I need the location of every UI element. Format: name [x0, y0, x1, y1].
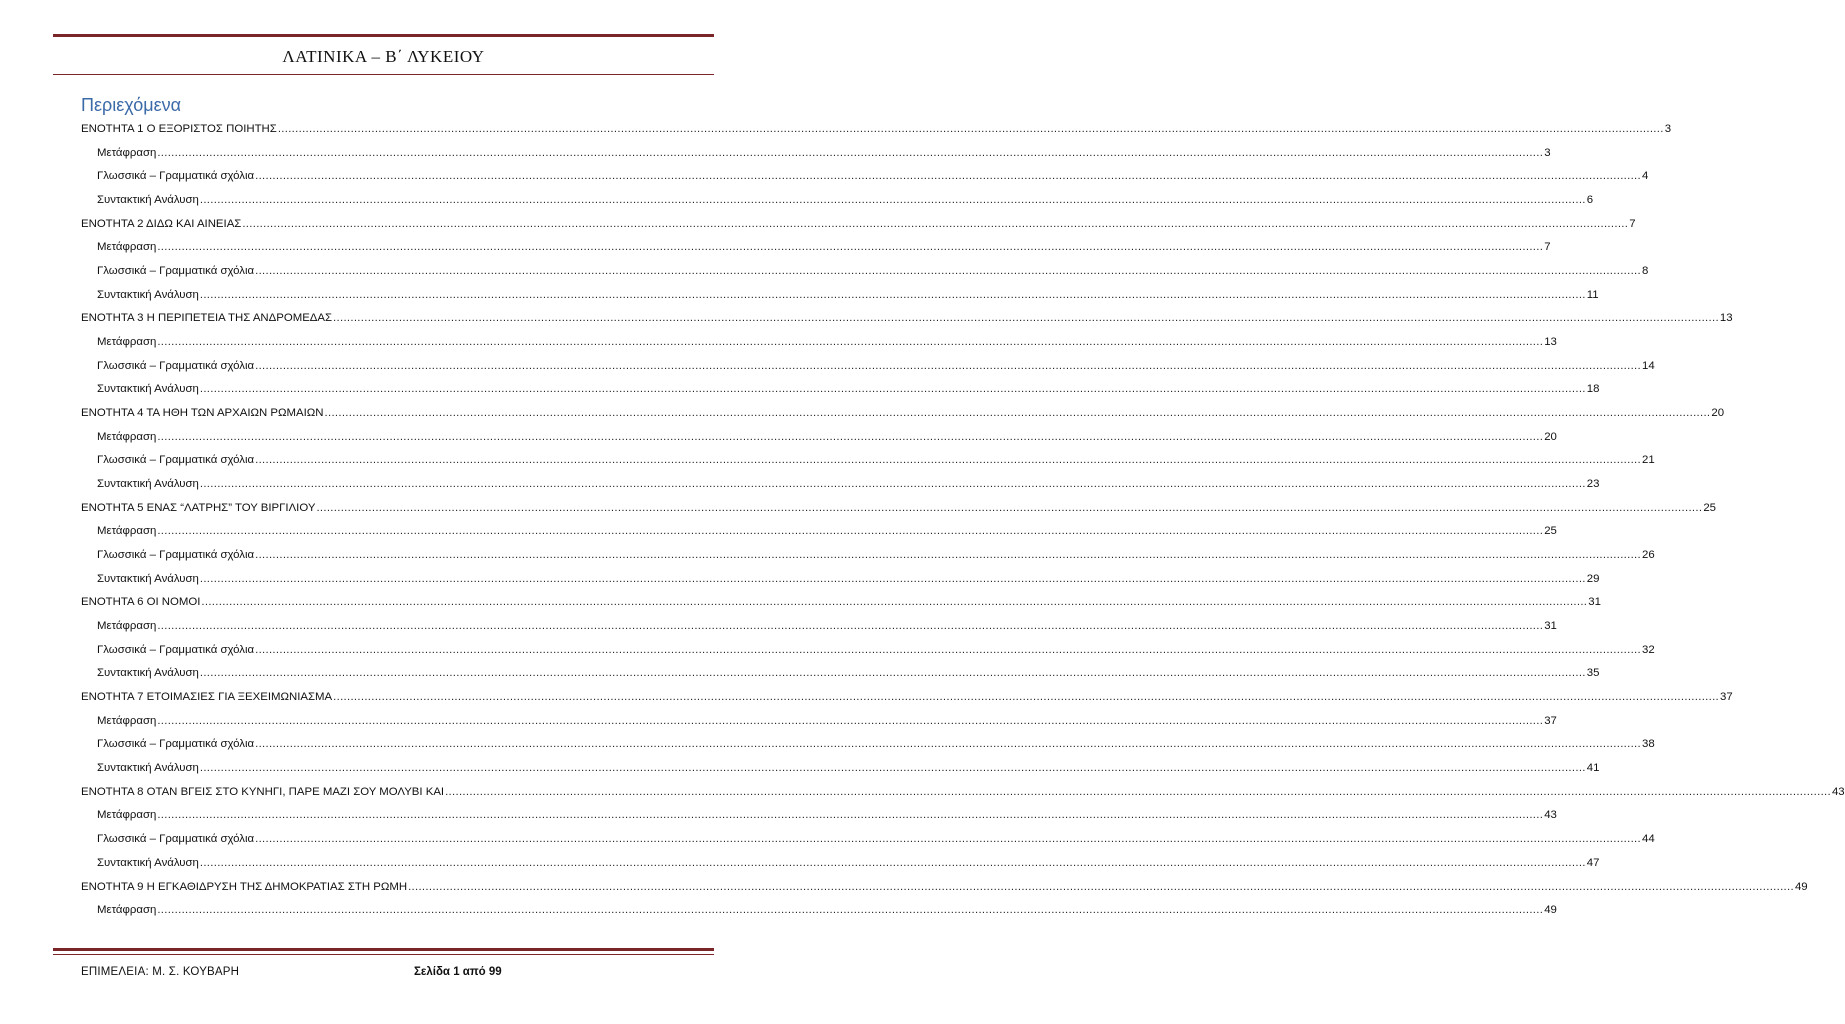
footer-page-number: Σελίδα 1 από 99	[414, 966, 502, 978]
toc-entry-page: 47	[1586, 856, 1600, 869]
toc-entry-page: 25	[1703, 501, 1716, 514]
toc-dot-leader: ................................................................................................................................................................................................................................................................................................................................................................................................................	[324, 407, 1711, 420]
toc-heading: Περιεχόμενα	[81, 95, 182, 115]
toc-dot-leader: ................................................................................................................................................................................................................................................................................................................................................................................................................	[157, 336, 1544, 349]
toc-entry-title: Συντακτική Ανάλυση	[97, 194, 199, 207]
toc-subentry[interactable]	[81, 236, 1551, 260]
toc-dot-leader: ................................................................................................................................................................................................................................................................................................................................................................................................................	[255, 170, 1641, 183]
toc-dot-leader: ................................................................................................................................................................................................................................................................................................................................................................................................................	[333, 312, 1719, 325]
toc-entry-page: 38	[1641, 738, 1655, 751]
toc-entry-title: Μετάφραση	[97, 430, 157, 443]
toc-entry-page: 29	[1586, 572, 1600, 585]
toc-dot-leader: ................................................................................................................................................................................................................................................................................................................................................................................................................	[199, 856, 1586, 869]
toc-dot-leader: ................................................................................................................................................................................................................................................................................................................................................................................................................	[157, 620, 1544, 633]
toc-subentry[interactable]	[81, 378, 1600, 402]
toc-entry-page: 11	[1586, 288, 1599, 301]
toc-subentry[interactable]	[81, 804, 1557, 828]
footer-rule-thick	[53, 948, 714, 951]
toc-entry-title: Γλωσσικά – Γραμματικά σχόλια	[97, 359, 255, 372]
toc-entry-title: ΕΝΟΤΗΤΑ 7 ΕΤΟΙΜΑΣΙΕΣ ΓΙΑ ΞΕΧΕΙΜΩΝΙΑΣΜΑ	[81, 691, 333, 704]
toc-entry-title: Γλωσσικά – Γραμματικά σχόλια	[97, 170, 255, 183]
toc-entry-page: 3	[1664, 123, 1672, 135]
toc-entry-title: Γλωσσικά – Γραμματικά σχόλια	[97, 265, 255, 278]
toc-entry-title: Μετάφραση	[97, 336, 157, 349]
toc-subentry[interactable]	[81, 757, 1600, 781]
toc-dot-leader: ................................................................................................................................................................................................................................................................................................................................................................................................................	[445, 785, 1831, 798]
toc-entry[interactable]	[81, 213, 1636, 237]
toc-subentry[interactable]	[81, 449, 1655, 473]
toc-entry-title: ΕΝΟΤΗΤΑ 8 ΟΤΑΝ ΒΓΕΙΣ ΣΤΟ ΚΥΝΗΓΙ, ΠΑΡΕ ΜΑΖΙ ΣΟΥ ΜΟΛΥΒΙ ΚΑΙ	[81, 785, 445, 798]
toc-subentry[interactable]	[81, 165, 1649, 189]
toc-dot-leader: ................................................................................................................................................................................................................................................................................................................................................................................................................	[199, 667, 1586, 680]
toc-subentry[interactable]	[81, 710, 1557, 734]
toc-entry-page: 37	[1544, 714, 1557, 727]
toc-entry-page: 35	[1586, 667, 1600, 680]
toc-entry-title: ΕΝΟΤΗΤΑ 5 ΕΝΑΣ “ΛΑΤΡΗΣ” ΤΟΥ ΒΙΡΓΙΛΙΟΥ	[81, 501, 316, 514]
toc-entry-page: 20	[1711, 407, 1725, 420]
toc-entry-page: 41	[1586, 762, 1600, 775]
footer-editor: ΕΠΙΜΕΛΕΙΑ: Μ. Σ. ΚΟΥΒΑΡΗ	[81, 966, 240, 978]
document-title: ΛΑΤΙΝΙΚΑ – Β΄ ΛΥΚΕΙΟΥ	[282, 47, 485, 66]
toc-subentry[interactable]	[81, 568, 1600, 592]
toc-entry-page: 3	[1544, 146, 1551, 159]
toc-dot-leader: ................................................................................................................................................................................................................................................................................................................................................................................................................	[199, 762, 1586, 775]
toc-subentry[interactable]	[81, 284, 1599, 308]
toc-entry-page: 31	[1588, 596, 1601, 609]
toc-dot-leader: ................................................................................................................................................................................................................................................................................................................................................................................................................	[201, 596, 1588, 609]
toc-dot-leader: ................................................................................................................................................................................................................................................................................................................................................................................................................	[157, 241, 1544, 254]
toc-subentry[interactable]	[81, 355, 1655, 379]
toc-dot-leader: ................................................................................................................................................................................................................................................................................................................................................................................................................	[333, 691, 1720, 704]
toc-entry-page: 7	[1629, 217, 1636, 230]
toc-entry-page: 37	[1720, 691, 1733, 704]
toc-dot-leader: ................................................................................................................................................................................................................................................................................................................................................................................................................	[157, 525, 1544, 538]
toc-dot-leader: ................................................................................................................................................................................................................................................................................................................................................................................................................	[199, 194, 1586, 207]
toc-entry-page: 44	[1641, 833, 1655, 846]
toc-dot-leader: ................................................................................................................................................................................................................................................................................................................................................................................................................	[255, 359, 1641, 372]
toc-subentry[interactable]	[81, 142, 1551, 166]
toc-entry-title: Μετάφραση	[97, 714, 157, 727]
toc-entry[interactable]	[81, 402, 1725, 426]
toc-subentry[interactable]	[81, 662, 1600, 686]
toc-subentry[interactable]	[81, 544, 1655, 568]
toc-dot-leader: ................................................................................................................................................................................................................................................................................................................................................................................................................	[408, 880, 1794, 893]
toc-entry-page: 13	[1544, 336, 1557, 349]
toc-entry-title: ΕΝΟΤΗΤΑ 4 ΤΑ ΗΘΗ ΤΩΝ ΑΡΧΑΙΩΝ ΡΩΜΑΙΩΝ	[81, 407, 324, 420]
toc-dot-leader: ................................................................................................................................................................................................................................................................................................................................................................................................................	[255, 265, 1641, 278]
toc-entry-page: 14	[1641, 359, 1655, 372]
toc-entry-title: Συντακτική Ανάλυση	[97, 383, 199, 396]
toc-dot-leader: ................................................................................................................................................................................................................................................................................................................................................................................................................	[199, 572, 1586, 585]
toc-entry[interactable]	[81, 591, 1601, 615]
toc-subentry[interactable]	[81, 615, 1557, 639]
toc-subentry[interactable]	[81, 520, 1557, 544]
toc-entry-title: Γλωσσικά – Γραμματικά σχόλια	[97, 454, 255, 467]
toc-subentry[interactable]	[81, 260, 1649, 284]
toc-entry-title: Γλωσσικά – Γραμματικά σχόλια	[97, 738, 255, 751]
toc-subentry[interactable]	[81, 733, 1655, 757]
toc-subentry[interactable]	[81, 426, 1557, 450]
toc-entry-title: Γλωσσικά – Γραμματικά σχόλια	[97, 643, 255, 656]
toc-dot-leader: ................................................................................................................................................................................................................................................................................................................................................................................................................	[199, 288, 1586, 301]
toc-entry-title: ΕΝΟΤΗΤΑ 9 Η ΕΓΚΑΘΙΔΡΥΣΗ ΤΗΣ ΔΗΜΟΚΡΑΤΙΑΣ ΣΤΗ ΡΩΜΗ	[81, 880, 408, 893]
header-rule-top	[53, 34, 714, 37]
toc-entry-page: 25	[1544, 525, 1557, 538]
toc-entry-page: 7	[1544, 241, 1551, 254]
toc-entry-title: ΕΝΟΤΗΤΑ 6 ΟΙ ΝΟΜΟΙ	[81, 596, 201, 609]
table-of-contents	[81, 118, 1845, 923]
toc-entry[interactable]	[81, 118, 1672, 142]
toc-entry-page: 18	[1586, 383, 1600, 396]
toc-dot-leader: ................................................................................................................................................................................................................................................................................................................................................................................................................	[255, 549, 1641, 562]
toc-entry-title: Γλωσσικά – Γραμματικά σχόλια	[97, 549, 255, 562]
toc-entry-title: Συντακτική Ανάλυση	[97, 478, 199, 491]
toc-dot-leader: ................................................................................................................................................................................................................................................................................................................................................................................................................	[157, 430, 1544, 443]
toc-subentry[interactable]	[81, 852, 1600, 876]
toc-entry[interactable]	[81, 497, 1716, 521]
toc-entry-page: 20	[1544, 430, 1557, 443]
toc-entry-title: Μετάφραση	[97, 620, 157, 633]
toc-dot-leader: ................................................................................................................................................................................................................................................................................................................................................................................................................	[199, 478, 1586, 491]
toc-entry-page: 32	[1641, 643, 1655, 656]
toc-entry-title: ΕΝΟΤΗΤΑ 3 Η ΠΕΡΙΠΕΤΕΙΑ ΤΗΣ ΑΝΔΡΟΜΕΔΑΣ	[81, 312, 333, 325]
toc-entry-page: 23	[1586, 478, 1600, 491]
toc-dot-leader: ................................................................................................................................................................................................................................................................................................................................................................................................................	[157, 809, 1544, 822]
toc-entry-page: 49	[1544, 904, 1557, 917]
toc-dot-leader: ................................................................................................................................................................................................................................................................................................................................................................................................................	[255, 738, 1641, 751]
toc-dot-leader: ................................................................................................................................................................................................................................................................................................................................................................................................................	[157, 146, 1544, 159]
toc-entry-page: 43	[1831, 785, 1845, 798]
toc-entry-title: Συντακτική Ανάλυση	[97, 667, 199, 680]
toc-dot-leader: ................................................................................................................................................................................................................................................................................................................................................................................................................	[242, 217, 1629, 230]
toc-entry-title: ΕΝΟΤΗΤΑ 1 Ο ΕΞΟΡΙΣΤΟΣ ΠΟΙΗΤΗΣ	[81, 123, 277, 135]
toc-dot-leader: ................................................................................................................................................................................................................................................................................................................................................................................................................	[255, 833, 1641, 846]
toc-entry-title: Συντακτική Ανάλυση	[97, 288, 199, 301]
toc-dot-leader: ................................................................................................................................................................................................................................................................................................................................................................................................................	[157, 904, 1544, 917]
toc-dot-leader: ................................................................................................................................................................................................................................................................................................................................................................................................................	[316, 501, 1703, 514]
toc-entry-page: 8	[1641, 265, 1649, 278]
toc-entry-title: Γλωσσικά – Γραμματικά σχόλια	[97, 833, 255, 846]
toc-entry-page: 13	[1719, 312, 1733, 325]
toc-subentry[interactable]	[81, 899, 1557, 923]
toc-entry-title: Μετάφραση	[97, 809, 157, 822]
toc-entry-title: Μετάφραση	[97, 146, 157, 159]
toc-subentry[interactable]	[81, 331, 1557, 355]
toc-entry[interactable]	[81, 781, 1845, 805]
toc-entry-page: 26	[1641, 549, 1655, 562]
toc-entry-title: Συντακτική Ανάλυση	[97, 856, 199, 869]
toc-entry-title: Συντακτική Ανάλυση	[97, 762, 199, 775]
toc-entry[interactable]	[81, 307, 1733, 331]
toc-dot-leader: ................................................................................................................................................................................................................................................................................................................................................................................................................	[277, 123, 1664, 135]
toc-entry-page: 31	[1544, 620, 1557, 633]
toc-entry-page: 21	[1641, 454, 1655, 467]
toc-entry-page: 43	[1544, 809, 1557, 822]
toc-subentry[interactable]	[81, 473, 1600, 497]
toc-entry-page: 49	[1794, 880, 1808, 893]
toc-subentry[interactable]	[81, 639, 1655, 663]
toc-subentry[interactable]	[81, 189, 1594, 213]
toc-dot-leader: ................................................................................................................................................................................................................................................................................................................................................................................................................	[199, 383, 1586, 396]
toc-dot-leader: ................................................................................................................................................................................................................................................................................................................................................................................................................	[255, 454, 1641, 467]
toc-dot-leader: ................................................................................................................................................................................................................................................................................................................................................................................................................	[255, 643, 1641, 656]
toc-entry-title: Μετάφραση	[97, 525, 157, 538]
toc-entry-title: Μετάφραση	[97, 904, 157, 917]
header-rule-bottom	[53, 74, 714, 75]
toc-entry[interactable]	[81, 686, 1733, 710]
toc-entry[interactable]	[81, 876, 1808, 900]
footer-rule-thin	[53, 954, 714, 955]
toc-entry-page: 4	[1641, 170, 1649, 183]
toc-dot-leader: ................................................................................................................................................................................................................................................................................................................................................................................................................	[157, 714, 1544, 727]
toc-subentry[interactable]	[81, 828, 1655, 852]
toc-entry-title: Μετάφραση	[97, 241, 157, 254]
toc-entry-page: 6	[1586, 194, 1594, 207]
toc-entry-title: ΕΝΟΤΗΤΑ 2 ΔΙΔΩ ΚΑΙ ΑΙΝΕΙΑΣ	[81, 217, 242, 230]
toc-entry-title: Συντακτική Ανάλυση	[97, 572, 199, 585]
